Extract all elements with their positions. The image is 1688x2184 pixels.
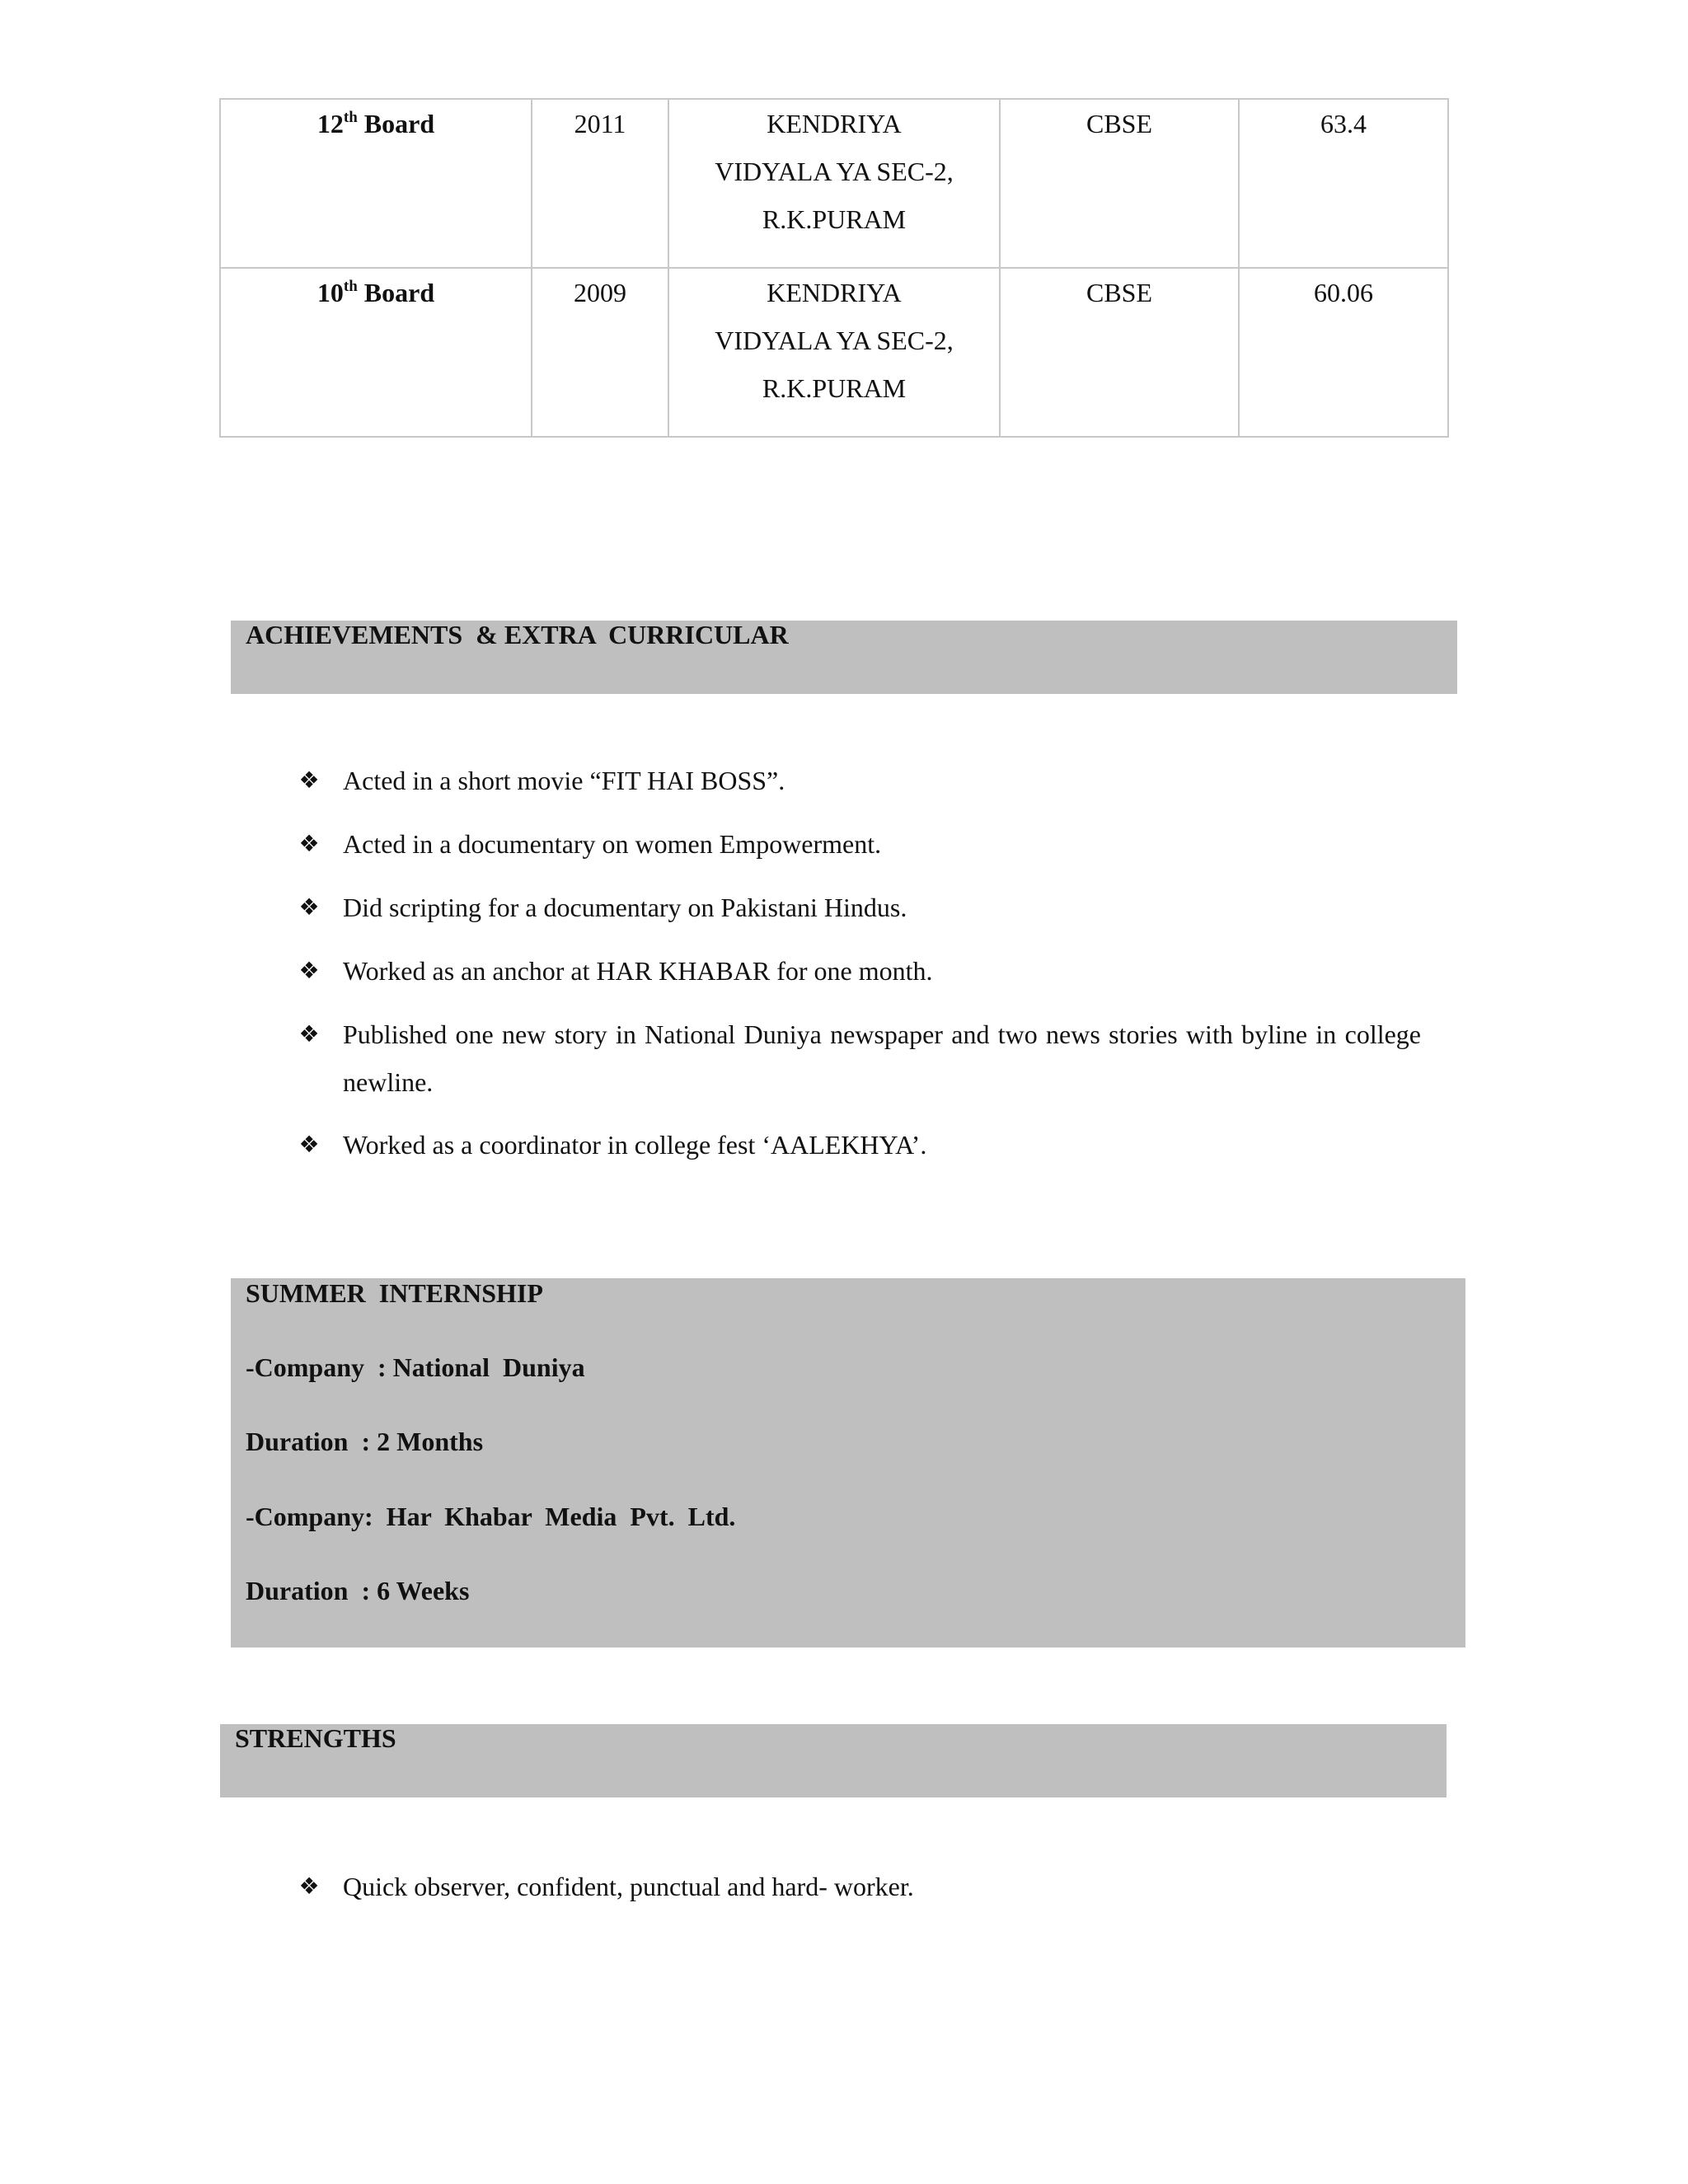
- education-institution: KENDRIYA VIDYALA YA SEC-2, R.K.PURAM: [668, 268, 1000, 437]
- education-table: [219, 98, 1449, 438]
- achievements-title: ACHIEVEMENTS & EXTRA CURRICULAR: [246, 620, 789, 649]
- strengths-header-bar: [220, 1724, 1447, 1797]
- internship-duration-1: Duration : 2 Months: [246, 1427, 484, 1456]
- education-level: 12th Board: [220, 99, 532, 268]
- internship-duration-2: Duration : 6 Weeks: [246, 1576, 470, 1605]
- education-board: CBSE: [1000, 268, 1239, 437]
- education-board: CBSE: [1000, 99, 1239, 268]
- bullet-diamond-icon: ❖: [298, 830, 320, 857]
- internship-company-2: -Company: Har Khabar Media Pvt. Ltd.: [246, 1502, 736, 1531]
- bullet-diamond-icon: ❖: [298, 1872, 320, 1900]
- strengths-title: STRENGTHS: [235, 1723, 396, 1753]
- education-year: 2011: [532, 99, 668, 268]
- internship-title: SUMMER INTERNSHIP: [246, 1278, 543, 1308]
- bullet-diamond-icon: ❖: [298, 893, 320, 921]
- education-institution: KENDRIYA VIDYALA YA SEC-2, R.K.PURAM: [668, 99, 1000, 268]
- education-year: 2009: [532, 268, 668, 437]
- bullet-diamond-icon: ❖: [298, 957, 320, 984]
- table-row: [220, 268, 1448, 437]
- education-score: 60.06: [1239, 268, 1448, 437]
- bullet-diamond-icon: ❖: [298, 1020, 320, 1047]
- bullet-diamond-icon: ❖: [298, 766, 320, 794]
- education-score: 63.4: [1239, 99, 1448, 268]
- education-level: 10th Board: [220, 268, 532, 437]
- table-row: [220, 99, 1448, 268]
- bullet-diamond-icon: ❖: [298, 1131, 320, 1158]
- internship-company-1: -Company : National Duniya: [246, 1352, 585, 1382]
